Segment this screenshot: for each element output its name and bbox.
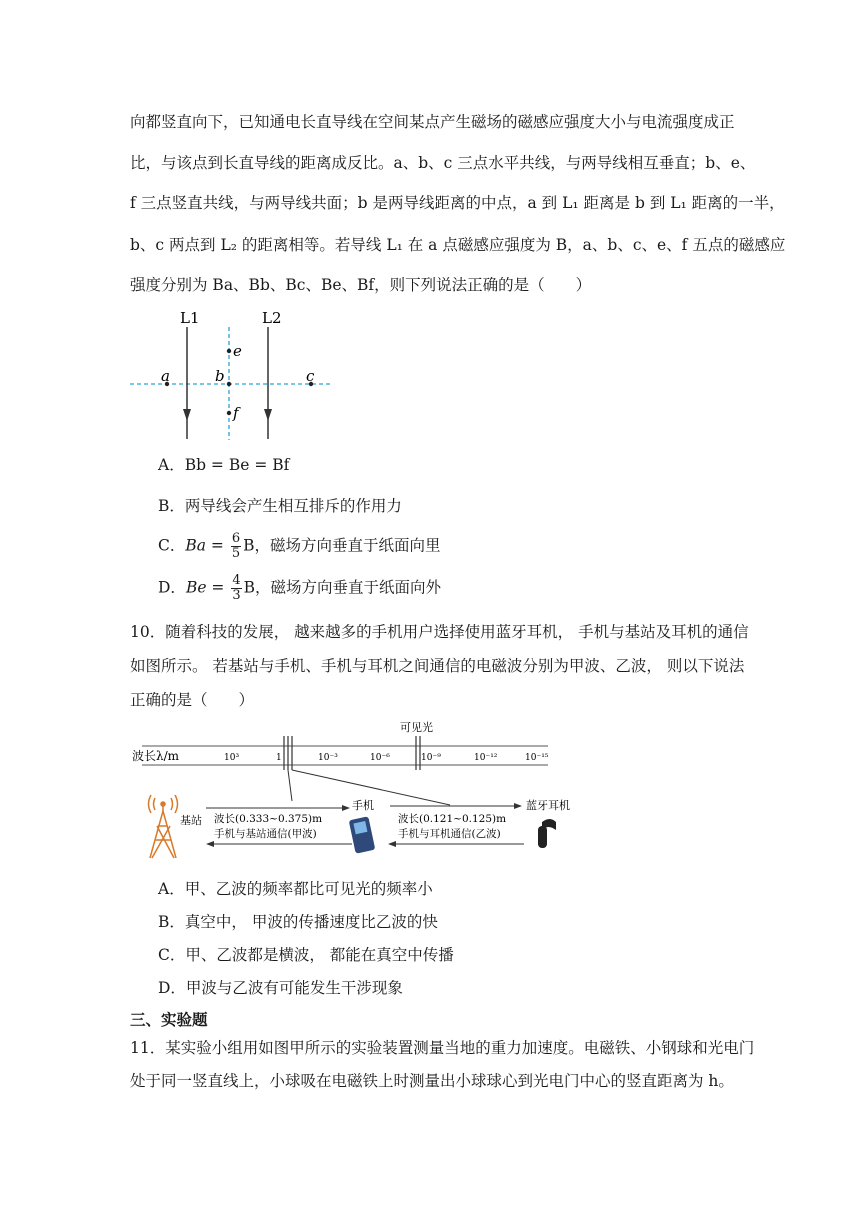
wave-yi-desc: 手机与耳机通信(乙波) <box>398 828 501 840</box>
q9-wire-diagram <box>125 305 340 445</box>
q9-option-c-lhs: Ba = <box>185 536 224 555</box>
label-a: a <box>161 367 170 385</box>
fraction-6-5: $\frac{6}{5}$ <box>231 531 241 561</box>
earphone-icon <box>538 819 556 848</box>
q9-option-c-rest: B，磁场方向垂直于纸面向里 <box>243 536 441 555</box>
label-f: f <box>233 404 239 422</box>
q9-option-d <box>158 574 441 603</box>
q9-text-line-5: 强度分别为 Ba、Bb、Bc、Be、Bf，则下列说法正确的是（ ） <box>130 276 592 294</box>
visible-light-label: 可见光 <box>400 721 433 734</box>
phone-label: 手机 <box>352 799 374 812</box>
tick-label-7: 10⁻¹⁵ <box>525 753 549 763</box>
point-f <box>227 411 231 415</box>
tick-label-5: 10⁻⁹ <box>421 753 441 763</box>
q9-option-c-label: C． <box>158 536 186 555</box>
label-c: c <box>306 367 315 385</box>
point-e <box>227 349 231 353</box>
label-l1: L1 <box>180 309 200 327</box>
axis-label: 波长λ/m <box>132 749 180 763</box>
label-b: b <box>215 367 225 385</box>
q9-option-d-rest: B，磁场方向垂直于纸面向外 <box>243 578 442 597</box>
q10-text-line-1: 10．随着科技的发展， 越来越多的手机用户选择使用蓝牙耳机， 手机与基站及耳机的通信 <box>130 623 749 641</box>
q10-text-line-2: 如图所示。 若基站与手机、手机与耳机之间通信的电磁波分别为甲波、乙波， 则以下说法 <box>130 657 745 675</box>
earphone-label: 蓝牙耳机 <box>526 799 570 812</box>
q10-option-a: A．甲、乙波的频率都比可见光的频率小 <box>158 880 433 898</box>
q11-text-line-2: 处于同一竖直线上，小球吸在电磁铁上时测量出小球球心到光电门中心的竖直距离为 h。 <box>130 1072 734 1090</box>
q11-text-line-1: 11．某实验小组用如图甲所示的实验装置测量当地的重力加速度。电磁铁、小钢球和光电门 <box>130 1039 755 1057</box>
q9-text-line-4: b、c 两点到 L₂ 的距离相等。若导线 L₁ 在 a 点磁感应强度为 B，a、b、c、e、f 五点的磁感应 <box>130 236 786 254</box>
wave-jia-desc: 手机与基站通信(甲波) <box>214 828 317 840</box>
q10-spectrum-figure <box>128 718 588 866</box>
point-b <box>227 382 231 386</box>
q10-option-d: D．甲波与乙波有可能发生干涉现象 <box>158 979 403 997</box>
tick-labels <box>224 753 549 763</box>
fraction-4-3: $\frac{4}{3}$ <box>232 573 241 603</box>
q9-option-d-lhs: Be = <box>185 578 225 597</box>
label-e: e <box>233 342 242 360</box>
q9-option-d-label: D． <box>158 578 186 597</box>
tick-label-4: 10⁻⁶ <box>370 753 390 763</box>
tick-label-1: 10³ <box>224 753 240 763</box>
base-station-label: 基站 <box>180 814 202 827</box>
tick-label-3: 10⁻³ <box>318 753 338 763</box>
q10-option-b: B．真空中， 甲波的传播速度比乙波的快 <box>158 913 438 931</box>
section-heading: 三、实验题 <box>130 1011 208 1029</box>
wave-yi-range: 波长(0.121~0.125)m <box>398 813 507 825</box>
q9-option-b: B．两导线会产生相互排斥的作用力 <box>158 497 402 515</box>
tower-icon <box>149 795 178 858</box>
q9-text-line-1: 向都竖直向下，已知通电长直导线在空间某点产生磁场的磁感应强度大小与电流强度成正 <box>130 113 735 131</box>
label-l2: L2 <box>262 309 282 327</box>
wave-jia-range: 波长(0.333~0.375)m <box>214 813 323 825</box>
wire-l1-arrow <box>183 409 191 421</box>
q9-text-line-3: f 三点竖直共线，与两导线共面；b 是两导线距离的中点，a 到 L₁ 距离是 b 到 L₁ 距离的一半， <box>130 194 785 212</box>
tick-label-6: 10⁻¹² <box>474 753 498 763</box>
q9-option-c <box>158 532 441 561</box>
wire-l2-arrow <box>264 409 272 421</box>
q10-option-c: C．甲、乙波都是横波， 都能在真空中传播 <box>158 946 454 964</box>
tick-label-2: 1 <box>276 753 282 763</box>
q10-text-line-3: 正确的是（ ） <box>130 691 255 709</box>
q9-option-a: A．Bb = Be = Bf <box>158 456 290 474</box>
q9-text-line-2: 比，与该点到长直导线的距离成反比。a、b、c 三点水平共线，与两导线相互垂直；b、e、 <box>130 154 756 172</box>
phone-icon <box>349 816 376 853</box>
